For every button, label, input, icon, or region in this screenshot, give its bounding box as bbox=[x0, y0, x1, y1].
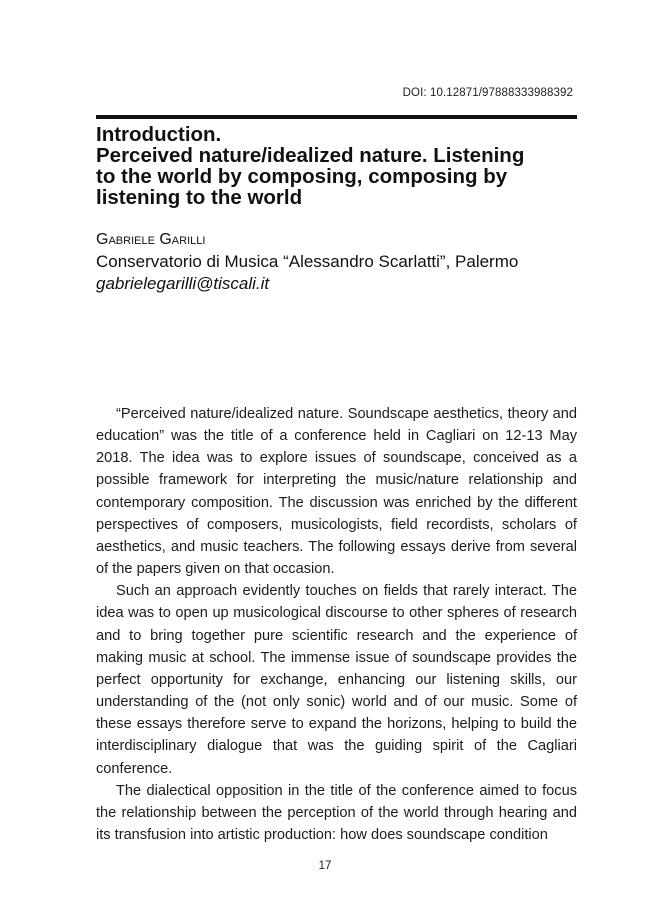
title-line: Perceived nature/idealized nature. Listening bbox=[96, 144, 525, 167]
paragraph: Such an approach evidently touches on fields that rarely interact. The idea was to open up musicological discourse to other spheres of research and to bring together pure scientific research and the experience of making music at school. The immense issue of soundscape provides the perfect opportunity for exchange, enhancing our listening skills, our understanding of the (not only sonic) world and of our music. Some of these essays therefore serve to expand the horizons, helping to build the interdisciplinary dialogue that was the guiding spirit of the Cagliari conference. bbox=[96, 583, 577, 777]
page-number: 17 bbox=[318, 860, 332, 872]
author-email: gabrielegarilli@tiscali.it bbox=[96, 274, 270, 293]
author-affiliation: Conservatorio di Musica “Alessandro Scarlatti”, Palermo bbox=[96, 252, 519, 271]
author-block bbox=[96, 229, 586, 295]
author-name: Gabriele Garilli bbox=[96, 231, 206, 248]
paragraph: “Perceived nature/idealized nature. Soundscape aesthetics, theory and education” was the title of a conference held in Cagliari on 12-13 May 2018. The idea was to explore issues of soundscape, conceived as a possible framework for interpreting the music/nature relationship and contemporary composition. The discussion was enriched by the different perspectives of composers, musicologists, field recordists, scholars of aesthetics, and music teachers. The following essays derive from several of the papers given on that occasion. bbox=[96, 406, 577, 578]
title-rule bbox=[96, 115, 577, 119]
article-title bbox=[96, 124, 586, 208]
body-text bbox=[96, 403, 577, 846]
title-line: Introduction. bbox=[96, 123, 222, 146]
doi-header: DOI: 10.12871/97888333988392 bbox=[402, 87, 573, 99]
title-line: listening to the world bbox=[96, 186, 303, 209]
paragraph: The dialectical opposition in the title of the conference aimed to focus the relationship between the perception of the world through hearing and its transfusion into artistic production: how does soundscape condition bbox=[96, 782, 577, 843]
title-line: to the world by composing, composing by bbox=[96, 165, 508, 188]
